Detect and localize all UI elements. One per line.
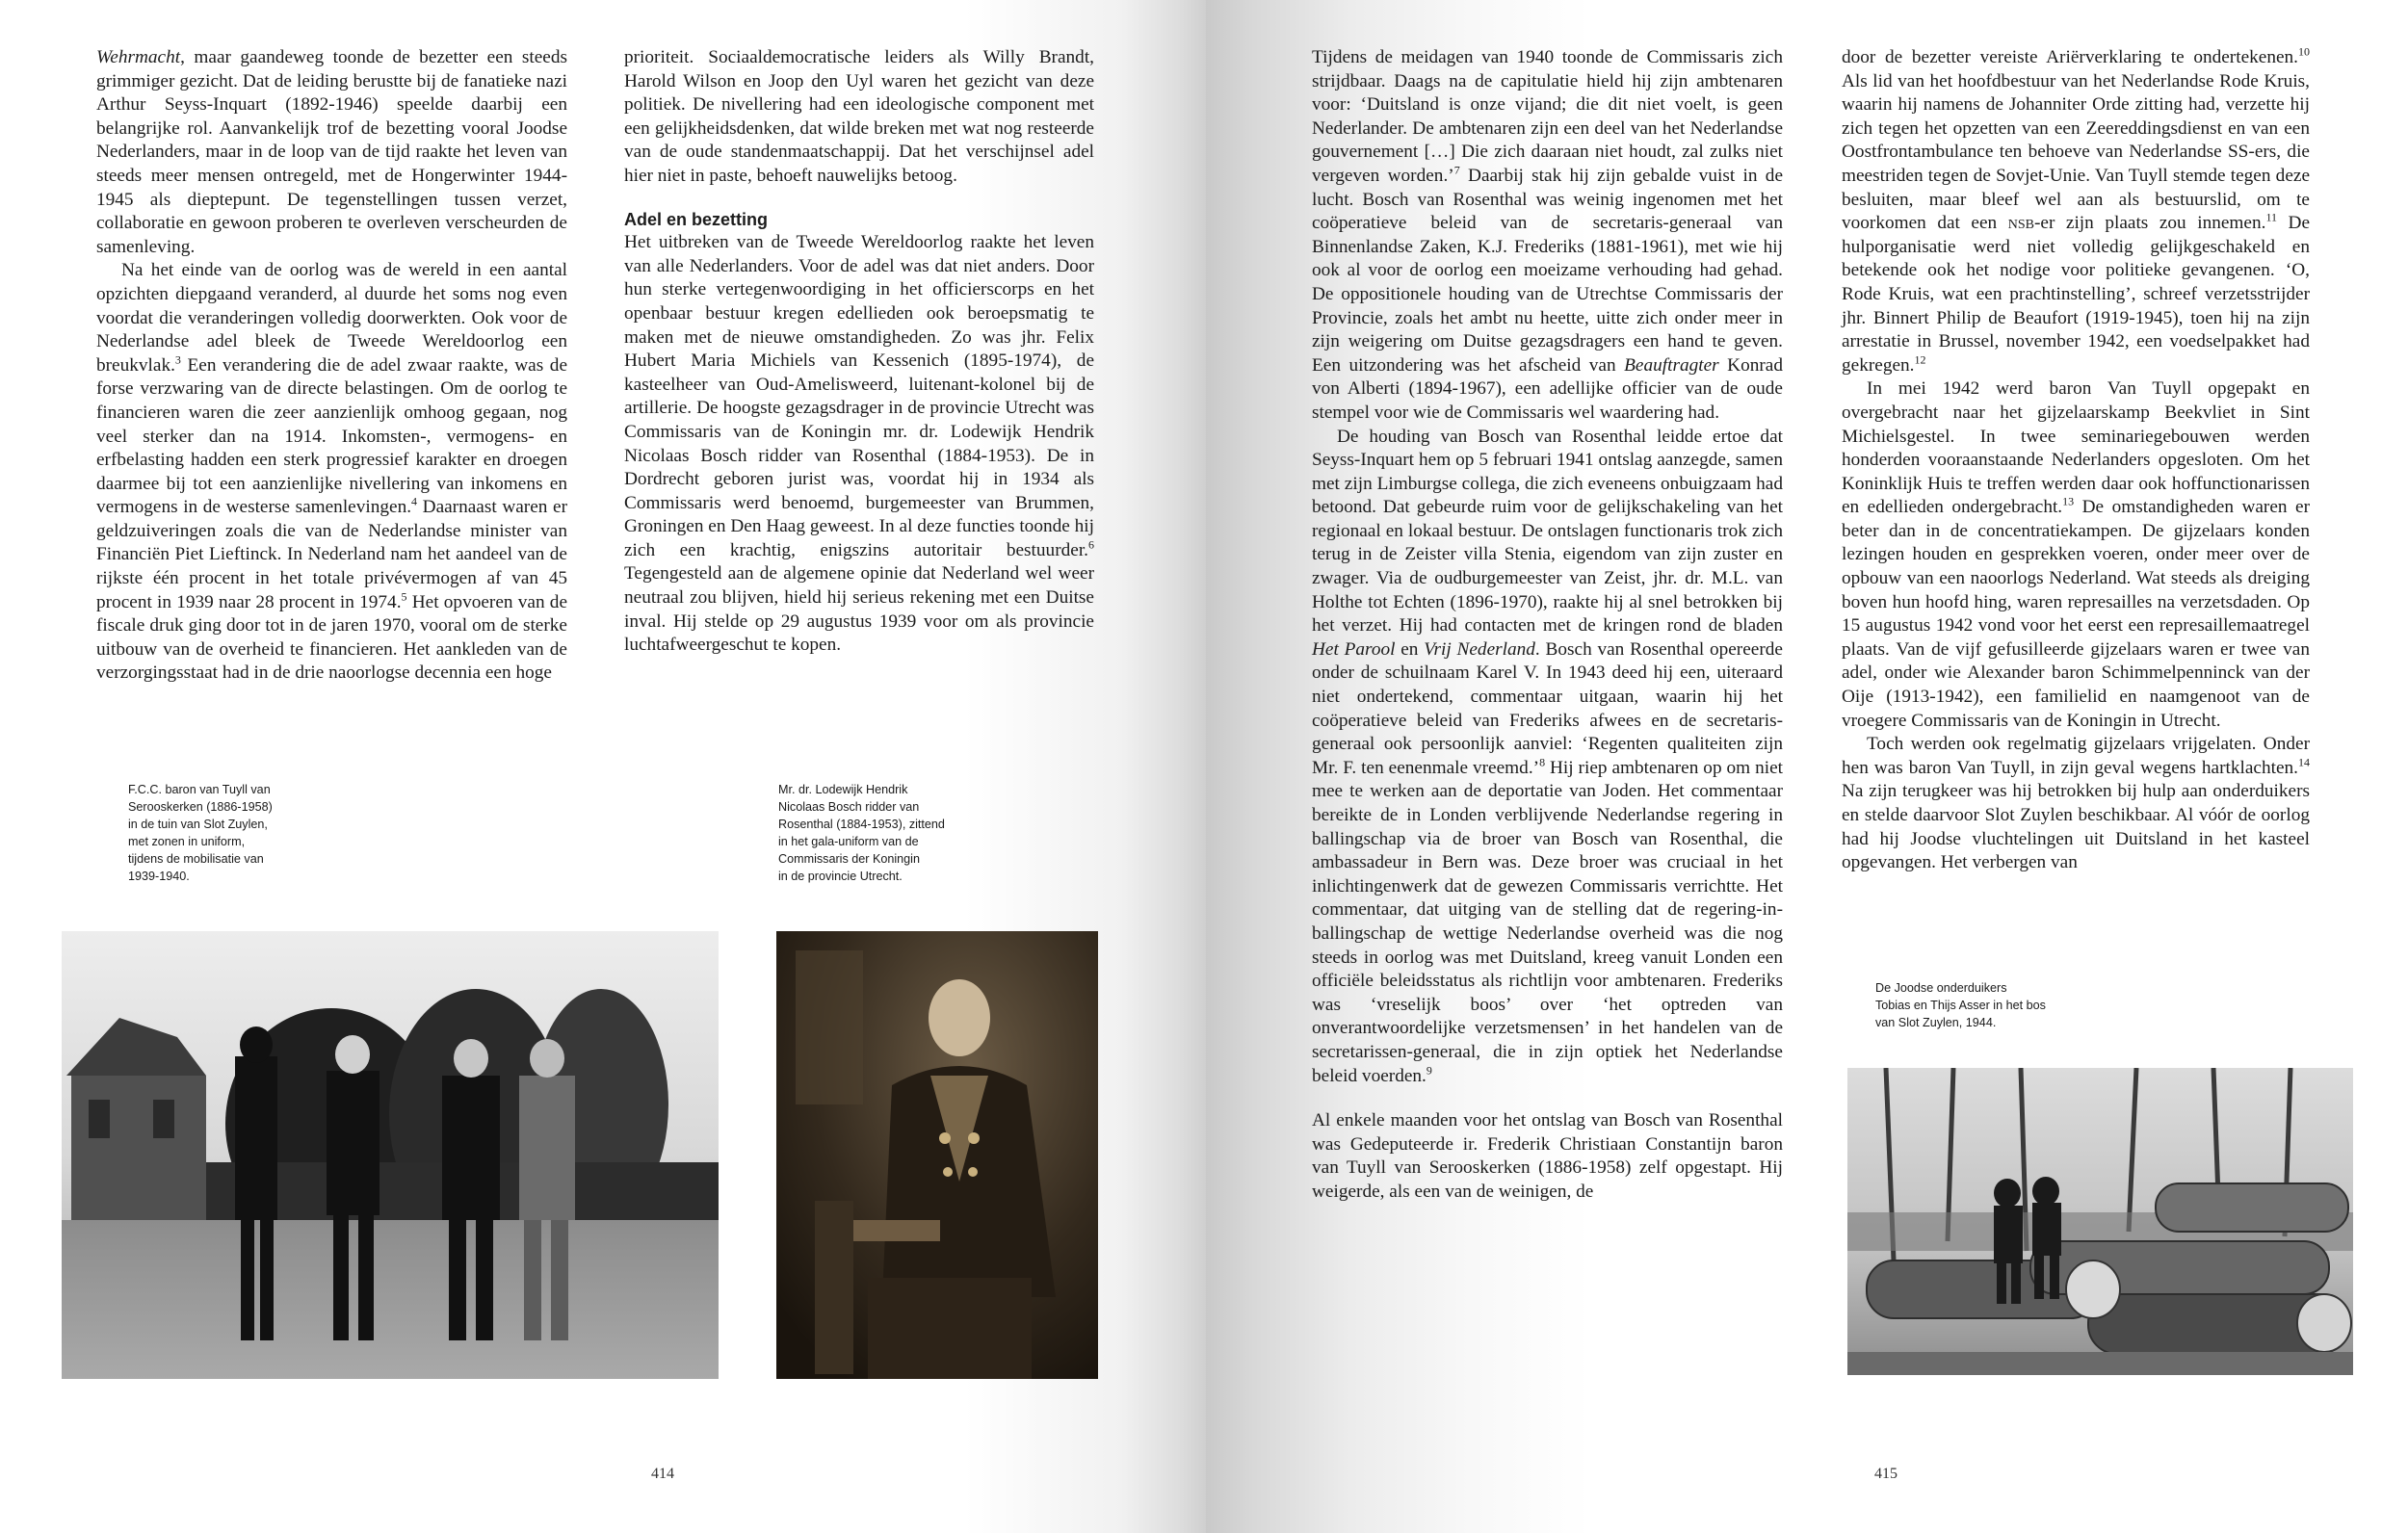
body-paragraph xyxy=(1312,426,1783,1089)
text-run: Tegengesteld aan de algemene opinie dat Nederland wel weer neutraal zou blijven, hield hij serieus rekening met een Duitse inval. Hij stelde op 29 augustus 1939 voor om als provincie luchtafweergeschut te kopen. xyxy=(624,563,1094,656)
text-run: door de bezetter vereiste Ariërverklaring te ondertekenen. xyxy=(1842,47,2298,67)
italic-text: Het Parool xyxy=(1312,638,1396,660)
text-run: Daarnaast waren er geldzuiveringen zoals die van de Nederlandse minister van Financiën Piet Lieftinck. In Nederland nam het aandeel van de rijkste één procent in het totale privévermogen af van 45 procent in 1939 naar 28 procent in 1974. xyxy=(96,497,567,612)
footnote-marker: 8 xyxy=(1539,755,1546,769)
text-run: Een verandering die de adel zwaar raakte, was de forse verzwaring van de directe belastingen. Om de oorlog te financieren waren die zeer aanzienlijk omhoog gegaan, nog veel sterker dan na 1914. Inkomsten-, vermogens- en erfbelasting hadden een sterk progressief karakter en droegen daarmee bij tot een aanzienlijke nivellering van inkomens en vermogens in de westerse samenlevingen. xyxy=(96,354,567,518)
footnote-marker: 10 xyxy=(2298,44,2310,59)
body-paragraph xyxy=(96,259,567,686)
text-run: De houding van Bosch van Rosenthal leidde ertoe dat Seyss-Inquart hem op 5 februari 1941 ontslag aanzegde, samen met zijn Limburgse collega, die zich eveneens onbuigzaam had betoond. Dat gebeurde ruim voor de gelijkschakeling van het regionaal en lokaal bestuur. De ontslagen functionaris trok zich terug in de Zeister villa Stenia, eigendom van zijn zuster en zwager. Via de oudburgemeester van Zeist, jhr. dr. M.L. van Holthe tot Echten (1896-1970), raakte hij al snel betrokken bij het verzet. Hij had contacten met de kringen rond de bladen xyxy=(1312,426,1783,637)
photo-van-tuyll-family-in-uniform xyxy=(62,931,719,1379)
photo-caption-asser-brothers: De Joodse onderduikers Tobias en Thijs Asser in het bos van Slot Zuylen, 1944. xyxy=(1875,981,2046,1029)
text-run: -er zijn plaats zou innemen. xyxy=(2033,213,2266,234)
footnote-marker: 7 xyxy=(1453,163,1460,177)
body-paragraph xyxy=(624,46,1094,189)
footnote-marker: 14 xyxy=(2298,755,2310,769)
section-heading: Adel en bezetting xyxy=(624,209,769,229)
body-paragraph xyxy=(1312,46,1783,426)
text-run: Konrad von Alberti (1894-1967), een adellijke officier van de oude stempel voor wie de Commissaris wel waardering had. xyxy=(1312,354,1783,423)
text-run: Daarbij stak hij zijn gebalde vuist in de lucht. Bosch van Rosenthal was weinig ingenomen met het coöperatieve beleid van de secretaris-generaal van Binnenlandse Zaken, K.J. Frederiks (1881-1961), met wie hij ook al voor de oorlog een moeizame verhouding had gehad. De oppositionele houding van de Utrechtse Commissaris der Provincie, zoals het ambt nu heette, uitte zich onder meer in zijn weigering om Duitse gezagsdragers een hand te geven. Een uitzondering was het afscheid van xyxy=(1312,165,1783,376)
text-run: De omstandigheden waren er beter dan in de concentratiekampen. De gijzelaars konden lezingen houden en gesprekken voeren, onder meer over de opbouw van een naoorlogs Nederland. Wat steeds als dreiging boven hun hoofd hing, waren represailles na verzetsdaden. Op 15 augustus 1942 vond voor het eerst een represaillemaatregel plaats. Van de vijf gefusilleerde gijzelaars waren er twee van adel, onder wie Alexander baron Schimmelpenninck van der Oije (1913-1942), een familielid en naamgenoot van de vroegere Commissaris van de Koningin in Utrecht. xyxy=(1842,497,2311,731)
text-run: Na zijn terugkeer was hij betrokken bij hulp aan onderduikers en stelde daarvoor Slot Zuylen beschikbaar. Al vóór de oorlog had hij Joodse vluchtelingen uit Duitsland in het kasteel opgevangen. Het verbergen van xyxy=(1842,781,2310,873)
text-run: Tijdens de meidagen van 1940 toonde de Commissaris zich strijdbaar. Daags na de capitulatie hield hij zijn ambtenaren voor: ‘Duitsland is onze vijand; die dit niet voelt, is geen Nederlander. De ambtenaren zijn een deel van het Nederlandse gouvernement […] Die zich daaraan niet houdt, zal zulks niet vergeven worden.’ xyxy=(1312,47,1783,186)
italic-text: Vrij Nederland xyxy=(1424,638,1535,660)
text-run: . Bosch van Rosenthal opereerde onder de schuilnaam Karel V. In 1943 deed hij een, uiteraard niet ondertekend, commentaar uitgaan, waarin hij het coöperatieve beleid van Frederiks afwees en de secretaris-generaal ook persoonlijk aanviel: ‘Regenten qualiteiten zijn Mr. F. ten eenenmale vreemd.’ xyxy=(1312,638,1783,778)
footnote-marker: 9 xyxy=(1426,1063,1432,1078)
footnote-marker: 12 xyxy=(1914,352,1926,367)
body-paragraph xyxy=(96,46,567,259)
footnote-marker: 6 xyxy=(1088,537,1094,552)
footnote-marker: 3 xyxy=(174,352,181,367)
footnote-marker: 5 xyxy=(401,589,407,604)
body-paragraph xyxy=(1842,733,2310,875)
text-run: Het opvoeren van de fiscale druk ging door tot in de jaren 1970, vooral om de sterke uitbouw van de overheid te financieren. Het aankleden van de verzorgingsstaat had in de drie naoorlogse decennia een hoge xyxy=(96,591,567,684)
italic-text: Beauftragter xyxy=(1624,354,1719,376)
photo-caption-bosch-van-rosenthal: Mr. dr. Lodewijk Hendrik Nicolaas Bosch ridder van Rosenthal (1884-1953), zittend in het gala-uniform van de Commissaris der Koningin in de provincie Utrecht. xyxy=(778,783,945,883)
body-paragraph xyxy=(624,231,1094,658)
footnote-marker: 11 xyxy=(2265,210,2277,224)
text-run: prioriteit. Sociaaldemocratische leiders als Willy Brandt, Harold Wilson en Joop den Uyl waren het gezicht van deze politiek. De nivellering had een ideologische component met een gelijkheidsdenken, dat wilde breken met wat nog resteerde van de oude standenmaatschappij. Dat het verschijnsel adel hier niet in paste, behoeft nauwelijks betoog. xyxy=(624,47,1094,186)
text-column-2 xyxy=(624,46,1094,658)
text-run: Het uitbreken van de Tweede Wereldoorlog raakte het leven van alle Nederlanders. Voor de adel was dat niet anders. Door hun sterke vertegenwoordiging in het officierscorps en het openbaar bestuur kregen edellieden ook beroepsmatig te maken met de nieuwe omstandigheden. Zo was jhr. Felix Hubert Maria Michiels van Kessenich (1895-1974), de kasteelheer van Oud-Amelisweerd, luitenant-kolonel bij de artillerie. De hoogste gezagsdrager in de provincie Utrecht was Commissaris van de Koningin mr. dr. Lodewijk Hendrik Nicolaas Bosch ridder van Rosenthal (1884-1953). De in Dordrecht geboren jurist was, voordat hij in 1934 als Commissaris werd benoemd, burgemeester van Brummen, Groningen en Den Haag geweest. In al deze functies toonde hij zich een krachtig, enigszins autoritair bestuurder. xyxy=(624,232,1094,560)
text-run: In mei 1942 werd baron Van Tuyll opgepakt en overgebracht naar het gijzelaarskamp Beekvliet in Sint Michielsgestel. In twee seminariegebouwen werden honderden vooraanstaande Nederlanders opgesloten. Om het Koninklijk Huis te treffen werden daar ook hoffunctionarissen en edellieden ondergebracht. xyxy=(1842,378,2310,518)
text-run: en xyxy=(1395,638,1425,660)
text-column-3 xyxy=(1312,46,1783,1205)
text-run: Toch werden ook regelmatig gijzelaars vrijgelaten. Onder hen was baron Van Tuyll, in zijn geval wegens hartklachten. xyxy=(1842,734,2310,778)
text-run: Al enkele maanden voor het ontslag van Bosch van Rosenthal was Gedeputeerde ir. Frederik Christiaan Constantijn baron van Tuyll van Serooskerken (1886-1958) zelf opgestapt. Hij weigerde, als een van de weinigen, de xyxy=(1312,1110,1783,1202)
footnote-marker: 4 xyxy=(411,494,418,508)
right-page xyxy=(1206,0,2408,1533)
page-number-left: 414 xyxy=(651,1466,674,1482)
page-number-right: 415 xyxy=(1874,1466,1898,1482)
body-paragraph xyxy=(1312,1109,1783,1204)
text-run: , maar gaandeweg toonde de bezetter een steeds grimmiger gezicht. Dat de leiding berustte bij de fanatieke nazi Arthur Seyss-Inquart (1892-1946) speelde daarbij een belangrijke rol. Aanvankelijk trof de bezetting vooral Joodse Nederlanders, maar in de loop van de tijd raakte het leven van steeds meer mensen ontregeld, met de Hongerwinter 1944-1945 als dieptepunt. De tegenstellingen tussen verzet, collaboratie en gewoon proberen te overleven verscheurden de samenleving. xyxy=(96,47,567,257)
text-column-1 xyxy=(96,46,567,686)
photo-bosch-van-rosenthal-portrait xyxy=(776,931,1098,1379)
text-run: Na het einde van de oorlog was de wereld in een aantal opzichten diepgaand veranderd, al duurde het soms nog even voordat die veranderingen volledig doorwerkten. Ook voor de Nederlandse adel bleek de Tweede Wereldoorlog een breukvlak. xyxy=(96,260,567,376)
text-run: De hulporganisatie werd niet volledig gelijkgeschakeld en betekende ook het nodige voor politieke gevangenen. ‘O, Rode Kruis, wat een prachtinstelling’, schreef verzetsstrijder jhr. Binnert Philip de Beaufort (1919-1945), toen hij na zijn arrestatie in Brussel, november 1942, een voedselpakket had gekregen. xyxy=(1842,213,2311,376)
body-paragraph xyxy=(1842,46,2310,377)
text-column-4 xyxy=(1842,46,2310,875)
photo-onderduikers-in-woods xyxy=(1847,1068,2353,1375)
text-run: Als lid van het hoofdbestuur van het Nederlandse Rode Kruis, waarin hij namens de Johanniter Orde zitting had, verzette hij zich tegen het opzetten van een Zeereddingsdienst en van een Oostfrontambulance ten behoeve van Nederlandse SS-ers, die meestriden tegen de Sovjet-Unie. Van Tuyll stemde tegen deze besluiten, maar bleef wel aan als bestuurslid, om te voorkomen dat een xyxy=(1842,70,2310,234)
body-paragraph xyxy=(1842,377,2310,733)
photo-caption-van-tuyll: F.C.C. baron van Tuyll van Serooskerken (1886-1958) in de tuin van Slot Zuylen, met zonen in uniform, tijdens de mobilisatie van 1939-1940. xyxy=(128,783,273,883)
italic-text: Wehrmacht xyxy=(96,47,181,67)
footnote-marker: 13 xyxy=(2062,494,2075,508)
text-run: Hij riep ambtenaren op om niet mee te werken aan de deportatie van Joden. Het commentaar bereikte de in Londen verblijvende Nederlandse regering in ballingschap via de broer van Bosch van Rosenthal, die ambassadeur in Bern was. Deze broer was cruciaal in het inlichtingenwerk dat de gewezen Commissaris verrichtte. Het commentaar, dat uitging van de stelling dat de regering-in-ballingschap de wettige Nederlandse overheid was die nog steeds in oorlog was met Duitsland, kreeg vanuit Londen een officiële beleidsstatus als richtlijn voor ambtenaren. Frederiks was ‘vreselijk boos’ over ‘het optreden van onverantwoordelijke verzetsmensen’ in het handelen van de secretarissen-generaal, die in zijn optiek het Nederlandse beleid voerden. xyxy=(1312,757,1783,1086)
small-caps-text: nsb xyxy=(2007,213,2034,234)
